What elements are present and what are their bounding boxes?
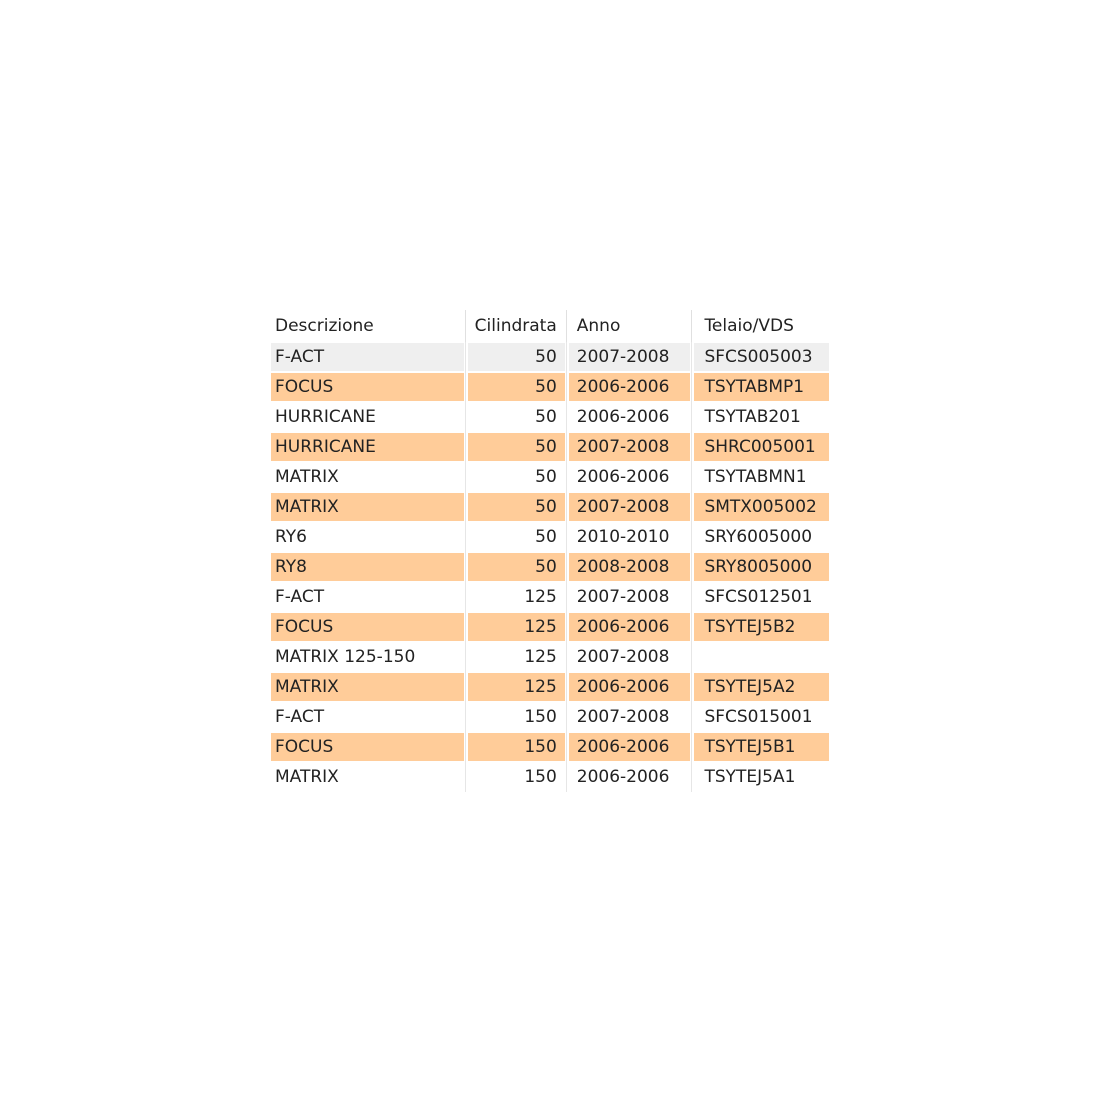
cell-cilindrata: 50 bbox=[535, 527, 557, 547]
cell-telaio: TSYTEJ5B2 bbox=[694, 613, 829, 641]
cell-anno: 2006-2006 bbox=[576, 767, 670, 787]
cell-cilindrata: 125 bbox=[468, 613, 565, 641]
table-row[interactable] bbox=[271, 492, 829, 522]
cell-descrizione: MATRIX bbox=[271, 673, 464, 701]
cell-anno: 2007-2008 bbox=[569, 493, 691, 521]
cell-anno: 2006-2006 bbox=[569, 613, 691, 641]
cell-cilindrata: 50 bbox=[468, 373, 565, 401]
table-header bbox=[271, 310, 829, 342]
cell-descrizione: F-ACT bbox=[275, 587, 325, 607]
cell-telaio: SFCS015001 bbox=[704, 707, 813, 727]
cell-anno: 2007-2008 bbox=[569, 343, 691, 371]
cell-telaio: TSYTABMN1 bbox=[704, 467, 807, 487]
table-row[interactable] bbox=[271, 462, 829, 492]
cell-descrizione: FOCUS bbox=[271, 613, 464, 641]
cell-cilindrata: 50 bbox=[468, 553, 565, 581]
table-row[interactable] bbox=[271, 642, 829, 672]
cell-telaio bbox=[694, 643, 829, 671]
cell-descrizione: FOCUS bbox=[271, 733, 464, 761]
cell-descrizione: F-ACT bbox=[275, 707, 325, 727]
table-row[interactable] bbox=[271, 762, 829, 792]
column-header-anno[interactable]: Anno bbox=[576, 316, 621, 336]
cell-anno: 2006-2006 bbox=[569, 673, 691, 701]
cell-cilindrata: 50 bbox=[535, 467, 557, 487]
cell-telaio: SRY8005000 bbox=[694, 553, 829, 581]
cell-telaio: SHRC005001 bbox=[694, 433, 829, 461]
cell-telaio: TSYTABMP1 bbox=[694, 373, 829, 401]
cell-telaio: TSYTAB201 bbox=[704, 407, 801, 427]
cell-telaio: SMTX005002 bbox=[694, 493, 829, 521]
cell-descrizione: HURRICANE bbox=[275, 407, 376, 427]
cell-descrizione: RY6 bbox=[275, 527, 307, 547]
cell-anno: 2007-2008 bbox=[576, 647, 670, 667]
table-row[interactable] bbox=[271, 372, 829, 402]
cell-telaio: TSYTEJ5A2 bbox=[694, 673, 829, 701]
table-row[interactable] bbox=[271, 342, 829, 372]
table-row[interactable] bbox=[271, 672, 829, 702]
cell-descrizione: RY8 bbox=[271, 553, 464, 581]
cell-descrizione: MATRIX 125-150 bbox=[275, 647, 416, 667]
cell-anno: 2007-2008 bbox=[576, 707, 670, 727]
table-body bbox=[271, 342, 829, 792]
cell-anno: 2006-2006 bbox=[569, 733, 691, 761]
cell-cilindrata: 50 bbox=[535, 407, 557, 427]
table-row[interactable] bbox=[271, 432, 829, 462]
cell-anno: 2007-2008 bbox=[576, 587, 670, 607]
cell-descrizione: MATRIX bbox=[271, 493, 464, 521]
vehicle-compatibility-table bbox=[271, 310, 829, 792]
cell-anno: 2010-2010 bbox=[576, 527, 670, 547]
cell-descrizione: HURRICANE bbox=[271, 433, 464, 461]
cell-cilindrata: 150 bbox=[524, 767, 557, 787]
cell-descrizione: F-ACT bbox=[271, 343, 464, 371]
cell-descrizione: MATRIX bbox=[275, 767, 339, 787]
cell-cilindrata: 50 bbox=[468, 433, 565, 461]
column-header-cilindrata[interactable]: Cilindrata bbox=[474, 316, 557, 336]
cell-cilindrata: 125 bbox=[524, 587, 557, 607]
cell-anno: 2006-2006 bbox=[576, 467, 670, 487]
cell-descrizione: MATRIX bbox=[275, 467, 339, 487]
cell-telaio: SRY6005000 bbox=[704, 527, 813, 547]
cell-anno: 2007-2008 bbox=[569, 433, 691, 461]
table-row[interactable] bbox=[271, 552, 829, 582]
table-row[interactable] bbox=[271, 582, 829, 612]
table-row[interactable] bbox=[271, 612, 829, 642]
cell-cilindrata: 125 bbox=[468, 673, 565, 701]
column-header-descrizione[interactable]: Descrizione bbox=[275, 316, 374, 336]
cell-cilindrata: 150 bbox=[524, 707, 557, 727]
table-row[interactable] bbox=[271, 402, 829, 432]
cell-descrizione: FOCUS bbox=[271, 373, 464, 401]
cell-cilindrata: 50 bbox=[468, 343, 565, 371]
table-row[interactable] bbox=[271, 522, 829, 552]
cell-telaio: SFCS012501 bbox=[704, 587, 813, 607]
cell-anno: 2008-2008 bbox=[569, 553, 691, 581]
cell-cilindrata: 150 bbox=[468, 733, 565, 761]
cell-telaio: TSYTEJ5A1 bbox=[704, 767, 796, 787]
cell-cilindrata: 125 bbox=[524, 647, 557, 667]
table-row[interactable] bbox=[271, 732, 829, 762]
column-header-telaio[interactable]: Telaio/VDS bbox=[704, 316, 794, 336]
cell-anno: 2006-2006 bbox=[576, 407, 670, 427]
table-row[interactable] bbox=[271, 702, 829, 732]
cell-telaio: SFCS005003 bbox=[694, 343, 829, 371]
cell-telaio: TSYTEJ5B1 bbox=[694, 733, 829, 761]
cell-cilindrata: 50 bbox=[468, 493, 565, 521]
cell-anno: 2006-2006 bbox=[569, 373, 691, 401]
